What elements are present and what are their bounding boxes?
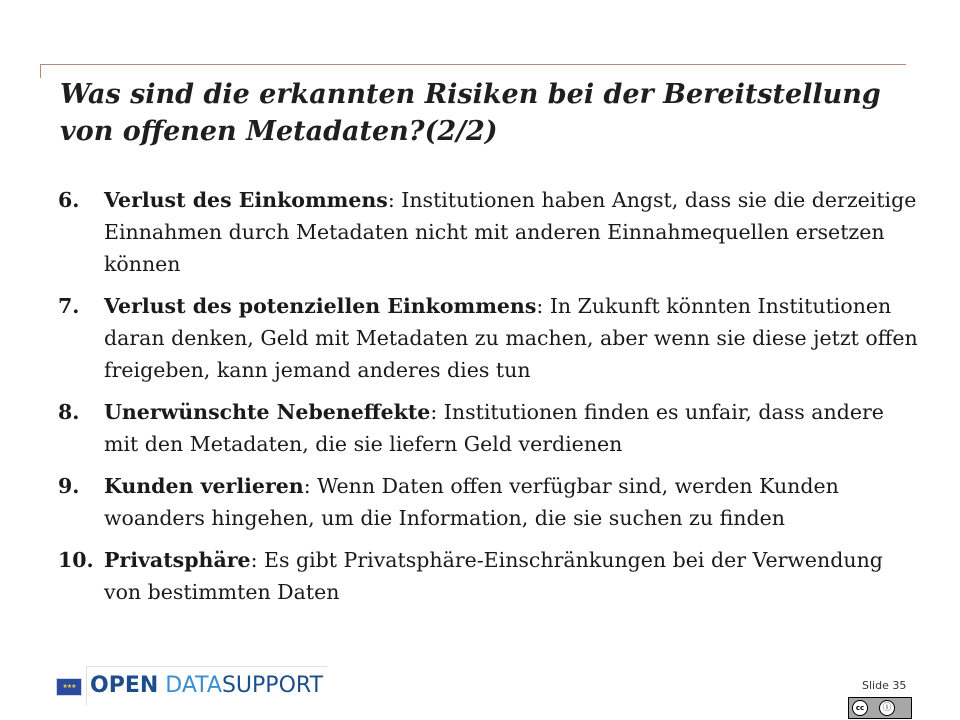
eu-flag-icon: ★★★ [56,678,82,696]
item-number: 9. [58,474,80,498]
slide-number: Slide 35 [862,679,907,692]
item-number: 7. [58,294,80,318]
item-term: Unerwünschte Nebeneffekte [104,400,431,424]
open-data-support-logo [56,666,328,706]
item-term: Verlust des Einkommens [104,188,388,212]
list-item [58,396,918,460]
by-attribution-icon: ⓘ [879,700,895,716]
logo-wordmark [90,672,323,700]
item-number: 10. [58,548,94,572]
item-term: Kunden verlieren [104,474,304,498]
list-item [58,290,918,386]
item-text: : In Zukunft könnten Institutionen daran denken, Geld mit Metadaten zu machen, aber wenn sie diese jetzt offen freigeben, kann jemand anderes dies tun [104,294,918,382]
risk-list [58,184,918,618]
list-item [58,544,918,608]
title-rule-tick [40,64,41,78]
item-text: : Wenn Daten offen verfügbar sind, werden Kunden woanders hingehen, um die Information, die sie suchen zu finden [104,474,839,530]
item-term: Privatsphäre [104,548,251,572]
list-item [58,184,918,280]
list-item [58,470,918,534]
slide-title: Was sind die erkannten Risiken bei der Bereitstellung von offenen Metadaten?(2/2) [60,79,881,147]
logo-open: OPEN [90,673,159,698]
item-term: Verlust des potenziellen Einkommens [104,294,537,318]
item-text: : Institutionen haben Angst, dass sie die derzeitige Einnahmen durch Metadaten nicht mit anderen Einnahmequellen ersetzen können [104,188,917,276]
logo-data: DATA [165,673,222,698]
item-text: : Institutionen finden es unfair, dass andere mit den Metadaten, die sie liefern Geld verdienen [104,400,884,456]
item-text: : Es gibt Privatsphäre-Einschränkungen bei der Verwendung von bestimmten Daten [104,548,883,604]
item-number: 8. [58,400,80,424]
title-rule [40,64,906,65]
item-number: 6. [58,188,80,212]
cc-by-license-icon [848,697,912,719]
cc-icon: cc [852,700,868,716]
logo-support: SUPPORT [221,673,324,698]
